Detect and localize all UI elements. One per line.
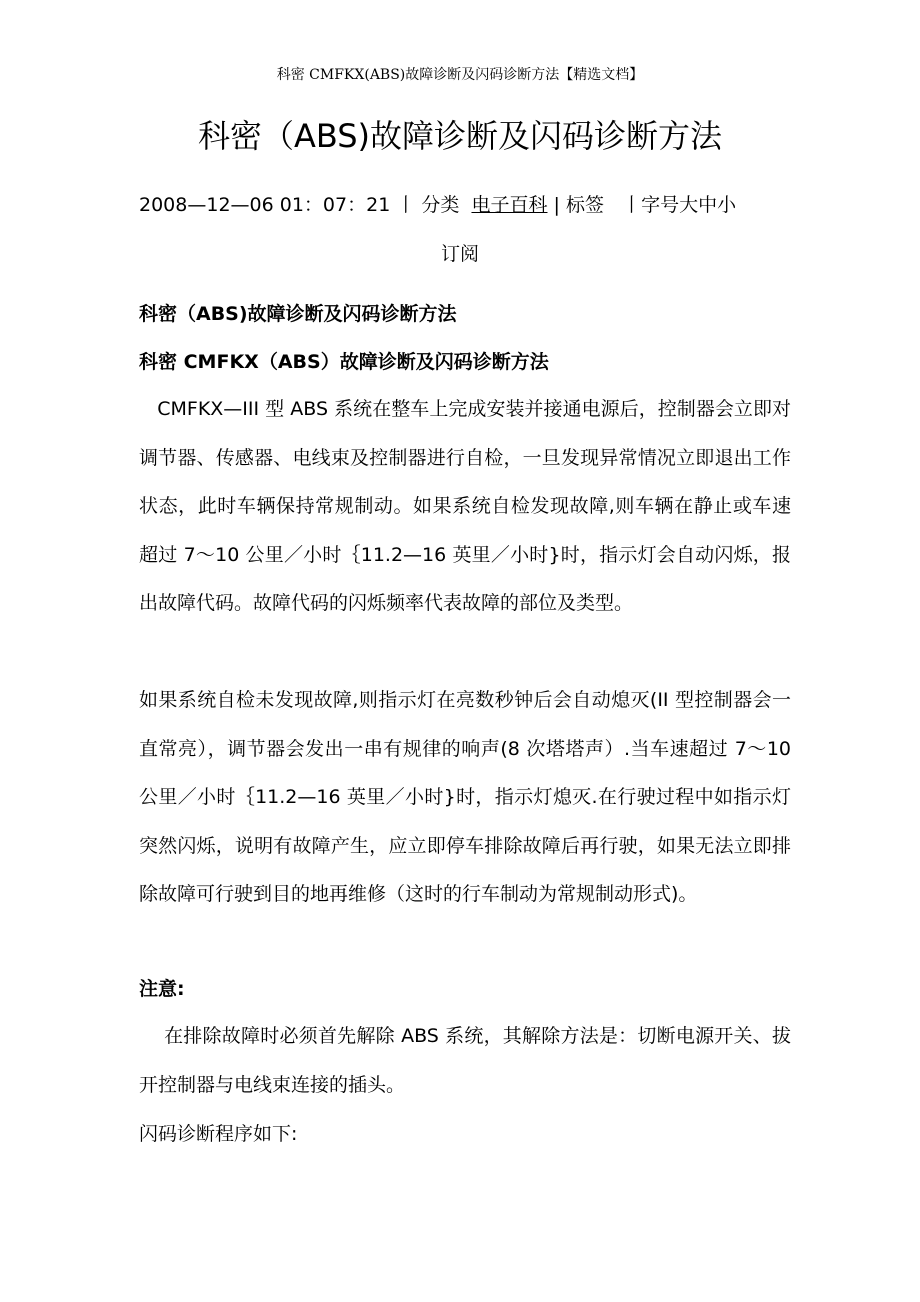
paragraph-self-check: 如果系统自检未发现故障,则指示灯在亮数秒钟后会自动熄灭(II 型控制器会一直常亮），调节器会发出一串有规律的响声(8 次塔塔声）.当车速超过 7～10 公里／小时｛11.2—16 英里／小时}时，指示灯熄灭.在行驶过程中如指示灯突然闪烁，说明有故障产生，应立即停车排除故障后再行驶，如果无法立即排除故障可行驶到目的地再维修（这时的行车制动为常规制动形式)。	[139, 689, 791, 906]
page-title: 科密（ABS)故障诊断及闪码诊断方法	[197, 117, 723, 155]
running-header: 科密 CMFKX(ABS)故障诊断及闪码诊断方法【精选文档】	[276, 67, 644, 83]
category-label: 丨 分类	[396, 194, 460, 216]
section-heading-2: 科密 CMFKX（ABS）故障诊断及闪码诊断方法	[139, 351, 549, 373]
paragraph-note: 在排除故障时必须首先解除 ABS 系统，其解除方法是：切断电源开关、拔开控制器与电线束连接的插头。	[139, 1025, 791, 1096]
paragraph-intro: CMFKX—III 型 ABS 系统在整车上完成安装并接通电源后，控制器会立即对调节器、传感器、电线束及控制器进行自检，一旦发现异常情况立即退出工作状态，此时车辆保持常规制动。如果系统自检发现故障,则车辆在静止或车速超过 7～10 公里／小时｛11.2—16 英里／小时}时，指示灯会自动闪烁，报出故障代码。故障代码的闪烁频率代表故障的部位及类型。	[139, 398, 791, 615]
font-size-switch[interactable]: 丨字号大中小	[622, 194, 737, 216]
tag-label: | 标签	[553, 194, 604, 216]
post-datetime: 2008—12—06 01：07：21	[139, 194, 391, 216]
note-label: 注意:	[139, 978, 185, 1000]
category-link[interactable]: 电子百科	[471, 194, 548, 216]
subscribe-link[interactable]: 订阅	[440, 243, 479, 265]
paragraph-procedure: 闪码诊断程序如下:	[139, 1123, 298, 1145]
meta-line	[139, 188, 809, 222]
section-heading-1: 科密（ABS)故障诊断及闪码诊断方法	[139, 303, 457, 325]
